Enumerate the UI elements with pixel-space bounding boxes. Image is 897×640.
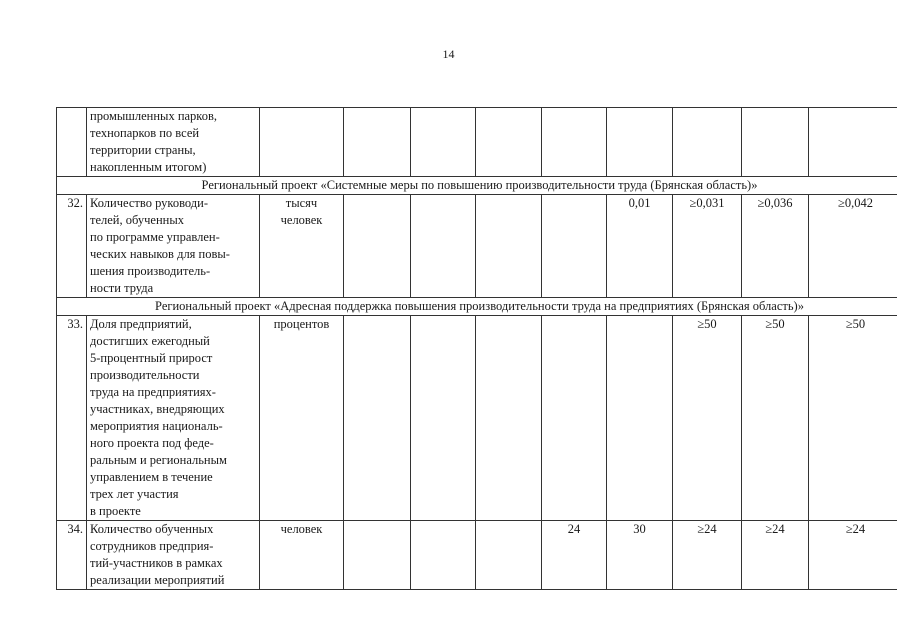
table-row [57, 195, 897, 298]
value-cell [344, 521, 411, 590]
value-cell: ≥24 [809, 521, 897, 590]
value-cell [476, 195, 542, 298]
value-cell [344, 195, 411, 298]
value-cell [344, 316, 411, 521]
indicators-table [56, 107, 897, 590]
table-row [57, 521, 897, 590]
value-cell [411, 521, 476, 590]
indicator-name-text: Количество руководи- телей, обученных по программе управлен- ческих навыков для повы- шения производитель- ности труда [90, 196, 230, 295]
value-cell [411, 108, 476, 177]
table-row [57, 108, 897, 177]
value-cell [742, 108, 809, 177]
row-number: 33. [57, 316, 87, 521]
value-cell [542, 108, 607, 177]
unit-text: тысяч человек [280, 196, 323, 227]
table-row [57, 316, 897, 521]
row-number [57, 108, 87, 177]
value-cell [476, 108, 542, 177]
value-cell: 30 [607, 521, 673, 590]
row-number: 34. [57, 521, 87, 590]
value-cell [809, 108, 897, 177]
unit-cell [260, 195, 344, 298]
value-cell [542, 195, 607, 298]
indicator-name [87, 195, 260, 298]
value-cell: ≥50 [673, 316, 742, 521]
indicator-name-text: промышленных парков, технопарков по всей территории страны, накопленным итогом) [90, 109, 218, 174]
value-cell [607, 108, 673, 177]
value-cell [476, 521, 542, 590]
indicator-name-text: Количество обученных сотрудников предприя- тий-участников в рамках реализации мероприятий [90, 522, 225, 587]
value-cell: ≥50 [742, 316, 809, 521]
indicator-name [87, 108, 260, 177]
value-cell [607, 316, 673, 521]
value-cell [673, 108, 742, 177]
value-cell: ≥24 [673, 521, 742, 590]
unit-cell: человек [260, 521, 344, 590]
value-cell: 24 [542, 521, 607, 590]
unit-cell [260, 108, 344, 177]
value-cell: ≥0,042 [809, 195, 897, 298]
section-title: Региональный проект «Адресная поддержка повышения производительности труда на предприятиях (Брянская область)» [57, 298, 897, 316]
value-cell [542, 316, 607, 521]
value-cell: ≥24 [742, 521, 809, 590]
value-cell: ≥0,031 [673, 195, 742, 298]
value-cell [344, 108, 411, 177]
value-cell [476, 316, 542, 521]
value-cell: ≥50 [809, 316, 897, 521]
section-row [57, 177, 897, 195]
indicator-name [87, 316, 260, 521]
indicator-name [87, 521, 260, 590]
value-cell [411, 316, 476, 521]
unit-cell: процентов [260, 316, 344, 521]
value-cell: ≥0,036 [742, 195, 809, 298]
value-cell [411, 195, 476, 298]
indicator-name-text: Доля предприятий, достигших ежегодный 5-процентный прирост производительности труда на предприятиях- участниках, внедряющих мероприятия националь- ного проекта под феде- ральным и региональным управлением в течение трех лет участия в проекте [90, 317, 227, 518]
row-number: 32. [57, 195, 87, 298]
page-number: 14 [442, 47, 455, 61]
section-title: Региональный проект «Системные меры по повышению производительности труда (Брянская область)» [57, 177, 897, 195]
section-row [57, 298, 897, 316]
value-cell: 0,01 [607, 195, 673, 298]
